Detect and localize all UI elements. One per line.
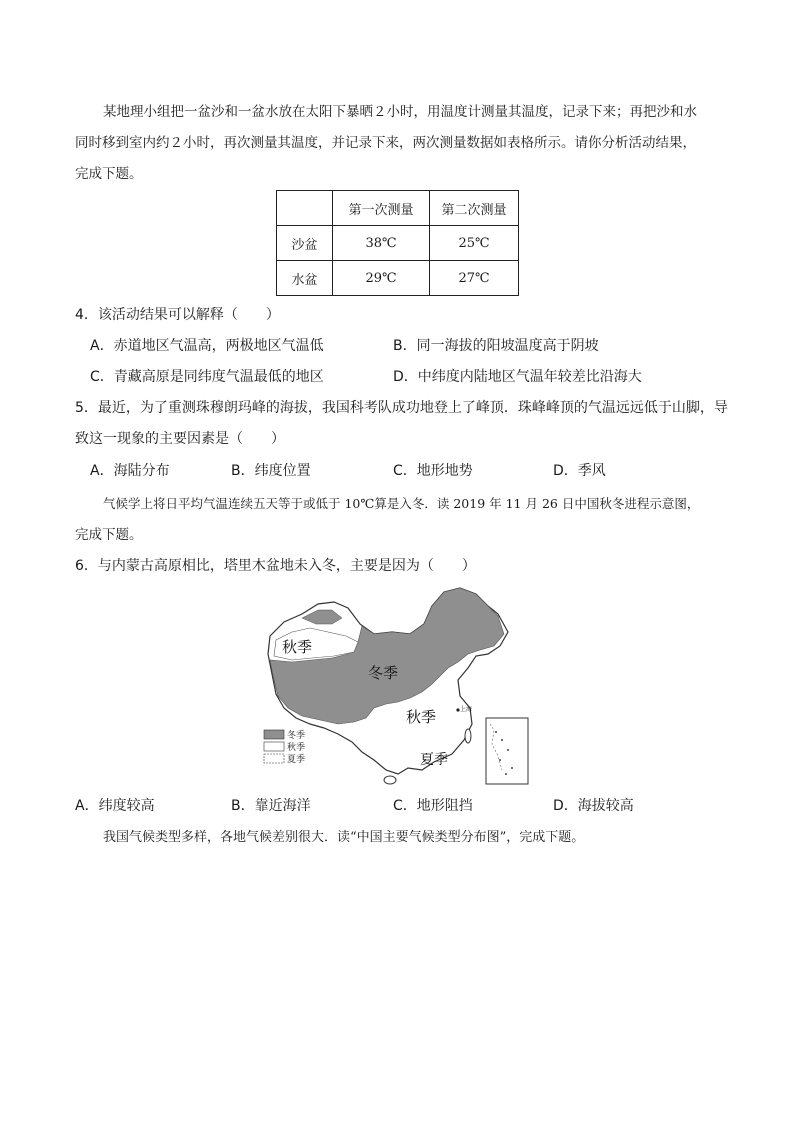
q5-option-d: D．季风 — [553, 463, 606, 479]
intro3-line1: 我国气候类型多样，各地气候差别很大．读“中国主要气候类型分布图”，完成下题。 — [103, 830, 585, 845]
q4-stem: 4．该活动结果可以解释（ ） — [75, 307, 280, 323]
q4-option-c: C．青藏高原是同纬度气温最低的地区 — [90, 369, 324, 385]
q4-option-d: D．中纬度内陆地区气温年较差比沿海大 — [393, 369, 642, 385]
q6-option-c: C．地形阻挡 — [393, 798, 473, 814]
label-winter: 冬季 — [368, 664, 399, 682]
table-cell: 27℃ — [430, 261, 519, 296]
legend-summer: 夏季 — [287, 755, 306, 765]
q6-option-a: A．纬度较高 — [75, 798, 155, 814]
label-autumn-east: 秋季 — [406, 708, 437, 726]
measurement-table — [276, 190, 519, 296]
q6-option-b: B．靠近海洋 — [231, 798, 311, 814]
table-header-cell: 第二次测量 — [430, 191, 519, 226]
intro1-line1: 某地理小组把一盆沙和一盆水放在太阳下暴晒２小时，用温度计测量其温度，记录下来；再把沙和水 — [103, 104, 697, 120]
map-legend — [264, 729, 305, 765]
q5-stem-line1: 5．最近，为了重测珠穆朗玛峰的海拔，我国科考队成功地登上了峰顶．珠峰峰顶的气温远远低于山脚，导 — [75, 400, 728, 416]
q5-option-a: A．海陆分布 — [90, 463, 170, 479]
table-cell: 水盆 — [277, 261, 333, 296]
label-shanghai: 上海 — [460, 706, 473, 713]
table-row — [277, 226, 519, 261]
table-cell: 25℃ — [430, 226, 519, 261]
intro2-line1: 气候学上将日平均气温连续五天等于或低于 10℃算是入冬．读 2019 年 11 月 26 日中国秋冬进程示意图， — [103, 496, 700, 511]
table-row — [277, 191, 519, 226]
intro1-line2: 同时移到室内约２小时，再次测量其温度，并记录下来，两次测量数据如表格所示。请你分析活动结果， — [75, 135, 696, 151]
table-cell: 38℃ — [333, 226, 430, 261]
table-header-cell: 第一次测量 — [333, 191, 430, 226]
legend-autumn: 秋季 — [287, 743, 306, 753]
q5-stem-line2: 致这一现象的主要因素是（ ） — [75, 431, 285, 447]
table-row — [277, 261, 519, 296]
taiwan-island — [465, 729, 471, 743]
q6-option-d: D．海拔较高 — [553, 798, 634, 814]
q4-option-b: B．同一海拔的阳坡温度高于阴坡 — [393, 338, 599, 354]
q5-option-b: B．纬度位置 — [231, 463, 311, 479]
intro2-line2: 完成下题。 — [75, 527, 143, 543]
table-header-cell — [277, 191, 333, 226]
q4-option-a: A．赤道地区气温高，两极地区气温低 — [90, 338, 324, 354]
table-cell: 29℃ — [333, 261, 430, 296]
q6-stem: 6．与内蒙古高原相比，塔里木盆地未入冬，主要是因为（ ） — [75, 558, 476, 574]
intro1-line3: 完成下题。 — [75, 166, 143, 182]
label-summer: 夏季 — [420, 752, 448, 768]
q5-option-c: C．地形地势 — [393, 463, 473, 479]
hainan-island — [384, 776, 396, 784]
legend-winter: 冬季 — [287, 731, 306, 741]
china-season-map — [262, 584, 542, 789]
table-cell: 沙盆 — [277, 226, 333, 261]
label-autumn-west: 秋季 — [282, 638, 313, 656]
